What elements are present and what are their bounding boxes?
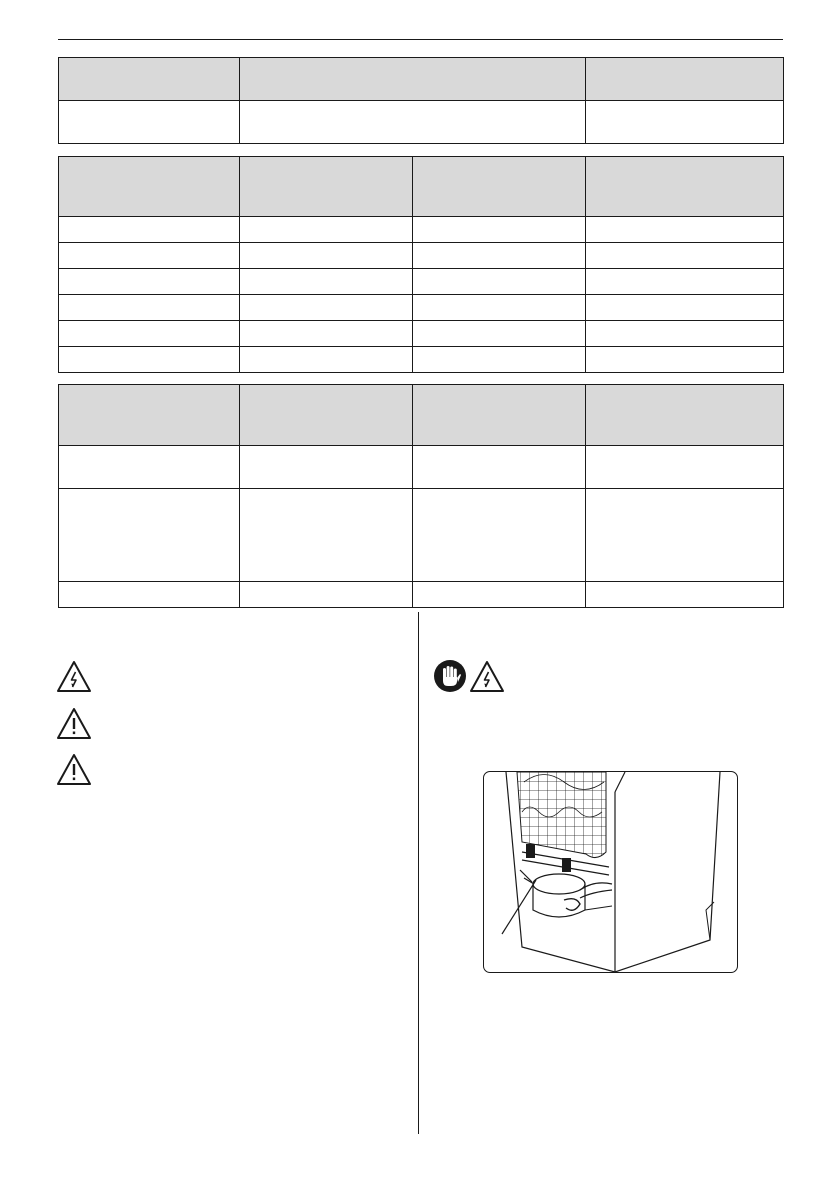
table-cell (59, 243, 240, 269)
table-cell (586, 243, 784, 269)
table-cell (413, 446, 586, 489)
top-rule-right (420, 39, 783, 40)
refrigerator-rear-compressor-illustration (483, 771, 738, 973)
table-cell (413, 489, 586, 582)
do-not-touch-hand-icon (433, 659, 467, 693)
table-cell (240, 101, 586, 144)
table-header-cell (59, 385, 240, 446)
table-cell (59, 582, 240, 608)
spec-table-2 (58, 156, 784, 373)
table-cell (59, 101, 240, 144)
table-header-cell (59, 157, 240, 217)
table-cell (586, 582, 784, 608)
table-cell (413, 582, 586, 608)
table-row (59, 321, 784, 347)
table-cell (413, 243, 586, 269)
general-warning-icon (56, 707, 92, 740)
table-header-cell (586, 58, 784, 101)
electric-hazard-warning-icon (469, 660, 505, 693)
table-header-cell (586, 385, 784, 446)
table-header-row (59, 385, 784, 446)
table-row (59, 295, 784, 321)
table-header-cell (413, 385, 586, 446)
table-cell (413, 347, 586, 373)
table-cell (586, 269, 784, 295)
table-cell (240, 269, 413, 295)
table-row (59, 489, 784, 582)
table-cell (240, 446, 413, 489)
table-cell (586, 321, 784, 347)
table-header-cell (413, 157, 586, 217)
table-row (59, 582, 784, 608)
table-cell (586, 217, 784, 243)
table-header-cell (240, 385, 413, 446)
column-separator (418, 612, 419, 1134)
table-cell (240, 217, 413, 243)
electric-hazard-warning-icon (56, 660, 92, 693)
table-cell (413, 217, 586, 243)
table-cell (586, 489, 784, 582)
table-header-row (59, 58, 784, 101)
table-cell (240, 321, 413, 347)
table-row (59, 347, 784, 373)
table-row (59, 101, 784, 144)
table-header-cell (586, 157, 784, 217)
table-cell (240, 243, 413, 269)
table-cell (59, 347, 240, 373)
table-row (59, 269, 784, 295)
table-cell (59, 489, 240, 582)
table-row (59, 243, 784, 269)
table-cell (413, 295, 586, 321)
table-cell (586, 295, 784, 321)
table-row (59, 217, 784, 243)
table-cell (586, 446, 784, 489)
table-cell (586, 347, 784, 373)
spec-table-1 (58, 57, 784, 144)
table-cell (59, 269, 240, 295)
table-header-row (59, 157, 784, 217)
spec-table-3 (58, 384, 784, 608)
table-cell (59, 295, 240, 321)
table-header-cell (59, 58, 240, 101)
table-cell (240, 489, 413, 582)
table-cell (59, 217, 240, 243)
table-header-cell (240, 58, 586, 101)
illustration-drawing (484, 772, 737, 972)
table-cell (413, 321, 586, 347)
table-cell (240, 582, 413, 608)
general-warning-icon (56, 753, 92, 786)
table-header-cell (240, 157, 413, 217)
table-cell (59, 321, 240, 347)
table-cell (413, 269, 586, 295)
top-rule-left (58, 39, 420, 40)
table-row (59, 446, 784, 489)
table-cell (59, 446, 240, 489)
table-cell (586, 101, 784, 144)
table-cell (240, 295, 413, 321)
table-cell (240, 347, 413, 373)
